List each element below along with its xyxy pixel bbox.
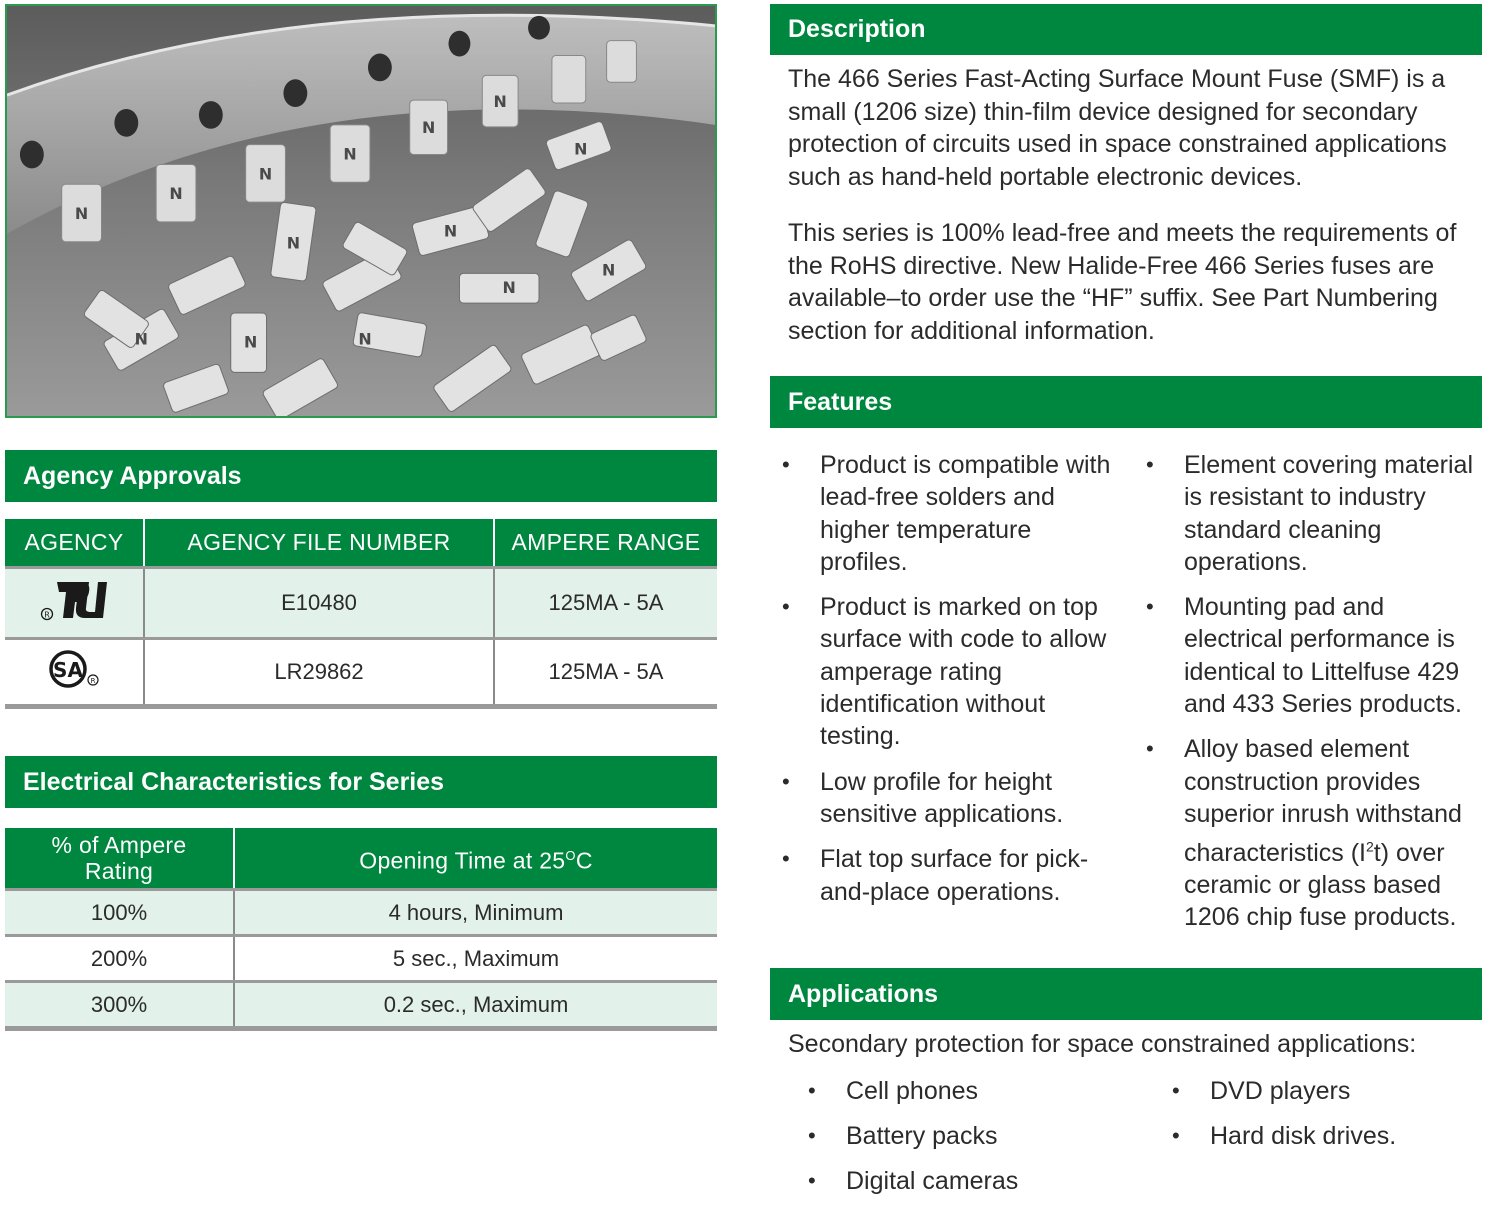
fuse-reel-photo	[7, 6, 715, 416]
features-list-right	[1146, 449, 1486, 946]
description-title: Description	[788, 15, 926, 43]
agency-approvals-heading	[5, 450, 717, 502]
list-item	[782, 449, 1117, 578]
bullet-icon: •	[782, 846, 790, 872]
feature-text: Low profile for height sensitive applications.	[820, 767, 1064, 828]
features-list-left	[782, 449, 1117, 921]
description-paragraph-2: This series is 100% lead-free and meets the requirements of the RoHS directive. New Halide-Free 466 Series fuses are available–to order use the “HF” suffix. See Part Numbering section for additional information.	[788, 219, 1457, 345]
bullet-icon: •	[1146, 736, 1154, 762]
header-line: Rating	[84, 858, 154, 884]
ampere-range-cell: 125MA - 5A	[494, 568, 717, 639]
fuse-marking: N	[243, 332, 258, 352]
ul-recognized-logo-icon	[39, 578, 109, 622]
agency-approvals-title: Agency Approvals	[23, 461, 242, 490]
fuse-marking: N	[169, 184, 183, 204]
applications-list-right	[1172, 1076, 1482, 1166]
rating-cell: 100%	[5, 890, 234, 936]
svg-text:R: R	[44, 610, 50, 620]
bullet-icon: •	[1172, 1123, 1180, 1148]
fuse-marking: N	[286, 233, 301, 253]
list-item	[1146, 591, 1486, 720]
fuse-marking: N	[134, 329, 148, 349]
ampere-range-column-header: AMPERE RANGE	[494, 519, 717, 568]
svg-text:SA: SA	[53, 658, 83, 682]
header-text: Opening Time at 25	[359, 847, 566, 874]
fuse-marking: N	[493, 92, 507, 112]
table-row	[5, 568, 717, 639]
fuse-marking: N	[574, 139, 588, 159]
agency-approvals-table	[5, 519, 717, 709]
feature-text: Product is marked on top surface with code to allow amperage rating identification without testing.	[820, 593, 1107, 751]
header-line: % of Ampere	[51, 832, 187, 858]
fuse-marking: N	[601, 260, 616, 280]
applications-title: Applications	[788, 979, 939, 1008]
applications-list-left	[808, 1076, 1128, 1211]
bullet-icon: •	[782, 768, 790, 794]
list-item	[782, 766, 1117, 831]
degree-symbol: O	[565, 847, 576, 863]
application-text: Digital cameras	[846, 1167, 1019, 1195]
table-row	[5, 936, 717, 982]
list-item	[1172, 1121, 1482, 1151]
features-title: Features	[788, 387, 893, 416]
time-cell: 0.2 sec., Maximum	[234, 982, 717, 1029]
bullet-icon: •	[808, 1168, 816, 1193]
list-item	[808, 1166, 1128, 1196]
electrical-characteristics-heading	[5, 756, 717, 808]
description-heading	[770, 4, 1482, 55]
table-row	[5, 982, 717, 1029]
feature-text: Product is compatible with lead-free solders and higher temperature profiles.	[820, 451, 1111, 576]
bullet-icon: •	[782, 452, 790, 477]
application-text: DVD players	[1210, 1077, 1351, 1105]
fuse-marking: N	[502, 278, 516, 298]
list-item	[1146, 449, 1486, 578]
agency-column-header: AGENCY	[5, 519, 144, 568]
file-number-column-header: AGENCY FILE NUMBER	[144, 519, 494, 568]
superscript: 2	[1365, 838, 1374, 855]
csa-logo-icon	[48, 647, 100, 691]
list-item	[808, 1121, 1128, 1151]
applications-heading	[770, 968, 1482, 1020]
feature-text: Element covering material is resistant to industry standard cleaning operations.	[1184, 451, 1474, 576]
bullet-icon: •	[782, 594, 790, 620]
bullet-icon: •	[808, 1123, 816, 1148]
fuse-marking: N	[74, 203, 89, 223]
features-heading	[770, 376, 1482, 428]
header-text: C	[575, 847, 593, 874]
rating-cell: 300%	[5, 982, 234, 1029]
list-item	[782, 843, 1117, 908]
agency-cell	[5, 568, 144, 639]
bullet-icon: •	[1146, 452, 1154, 477]
list-item	[808, 1076, 1128, 1106]
application-text: Cell phones	[846, 1077, 979, 1105]
fuse-marking: N	[421, 117, 436, 137]
ampere-rating-column-header	[5, 828, 234, 890]
fuse-marking: N	[358, 329, 372, 349]
svg-text:R: R	[90, 677, 96, 685]
feature-text	[1184, 735, 1462, 931]
time-cell: 5 sec., Maximum	[234, 936, 717, 982]
application-text: Battery packs	[846, 1122, 998, 1150]
bullet-icon: •	[1146, 594, 1154, 620]
product-photo	[5, 4, 717, 418]
list-item	[1146, 733, 1486, 933]
table-row	[5, 890, 717, 936]
time-cell: 4 hours, Minimum	[234, 890, 717, 936]
ampere-range-cell: 125MA - 5A	[494, 639, 717, 707]
bullet-icon: •	[808, 1078, 816, 1103]
fuse-marking: N	[343, 144, 357, 164]
feature-text: Mounting pad and electrical performance is identical to Littelfuse 429 and 433 Series products.	[1184, 593, 1462, 719]
fuse-marking: N	[258, 164, 273, 184]
electrical-characteristics-table	[5, 828, 717, 1031]
feature-text: Flat top surface for pick-and-place operations.	[820, 845, 1089, 906]
application-text: Hard disk drives.	[1210, 1122, 1397, 1150]
electrical-characteristics-title: Electrical Characteristics for Series	[23, 767, 445, 796]
feature-text-part: t) over ceramic or glass based 1206 chip fuse products.	[1184, 838, 1457, 932]
list-item	[1172, 1076, 1482, 1106]
feature-text-part: Alloy based element construction provides superior inrush withstand characteristics (I	[1184, 735, 1462, 867]
list-item	[782, 591, 1117, 752]
file-number-cell: LR29862	[144, 639, 494, 707]
applications-intro: Secondary protection for space constrained applications:	[788, 1030, 1417, 1058]
fuse-marking: N	[443, 221, 458, 241]
description-paragraph-1: The 466 Series Fast-Acting Surface Mount Fuse (SMF) is a small (1206 size) thin-film device designed for secondary protection of circuits used in space constrained applications such as hand-held portable electronic devices.	[788, 65, 1447, 191]
file-number-cell: E10480	[144, 568, 494, 639]
table-row	[5, 639, 717, 707]
bullet-icon: •	[1172, 1078, 1180, 1103]
agency-cell	[5, 639, 144, 707]
opening-time-column-header	[234, 828, 717, 890]
rating-cell: 200%	[5, 936, 234, 982]
